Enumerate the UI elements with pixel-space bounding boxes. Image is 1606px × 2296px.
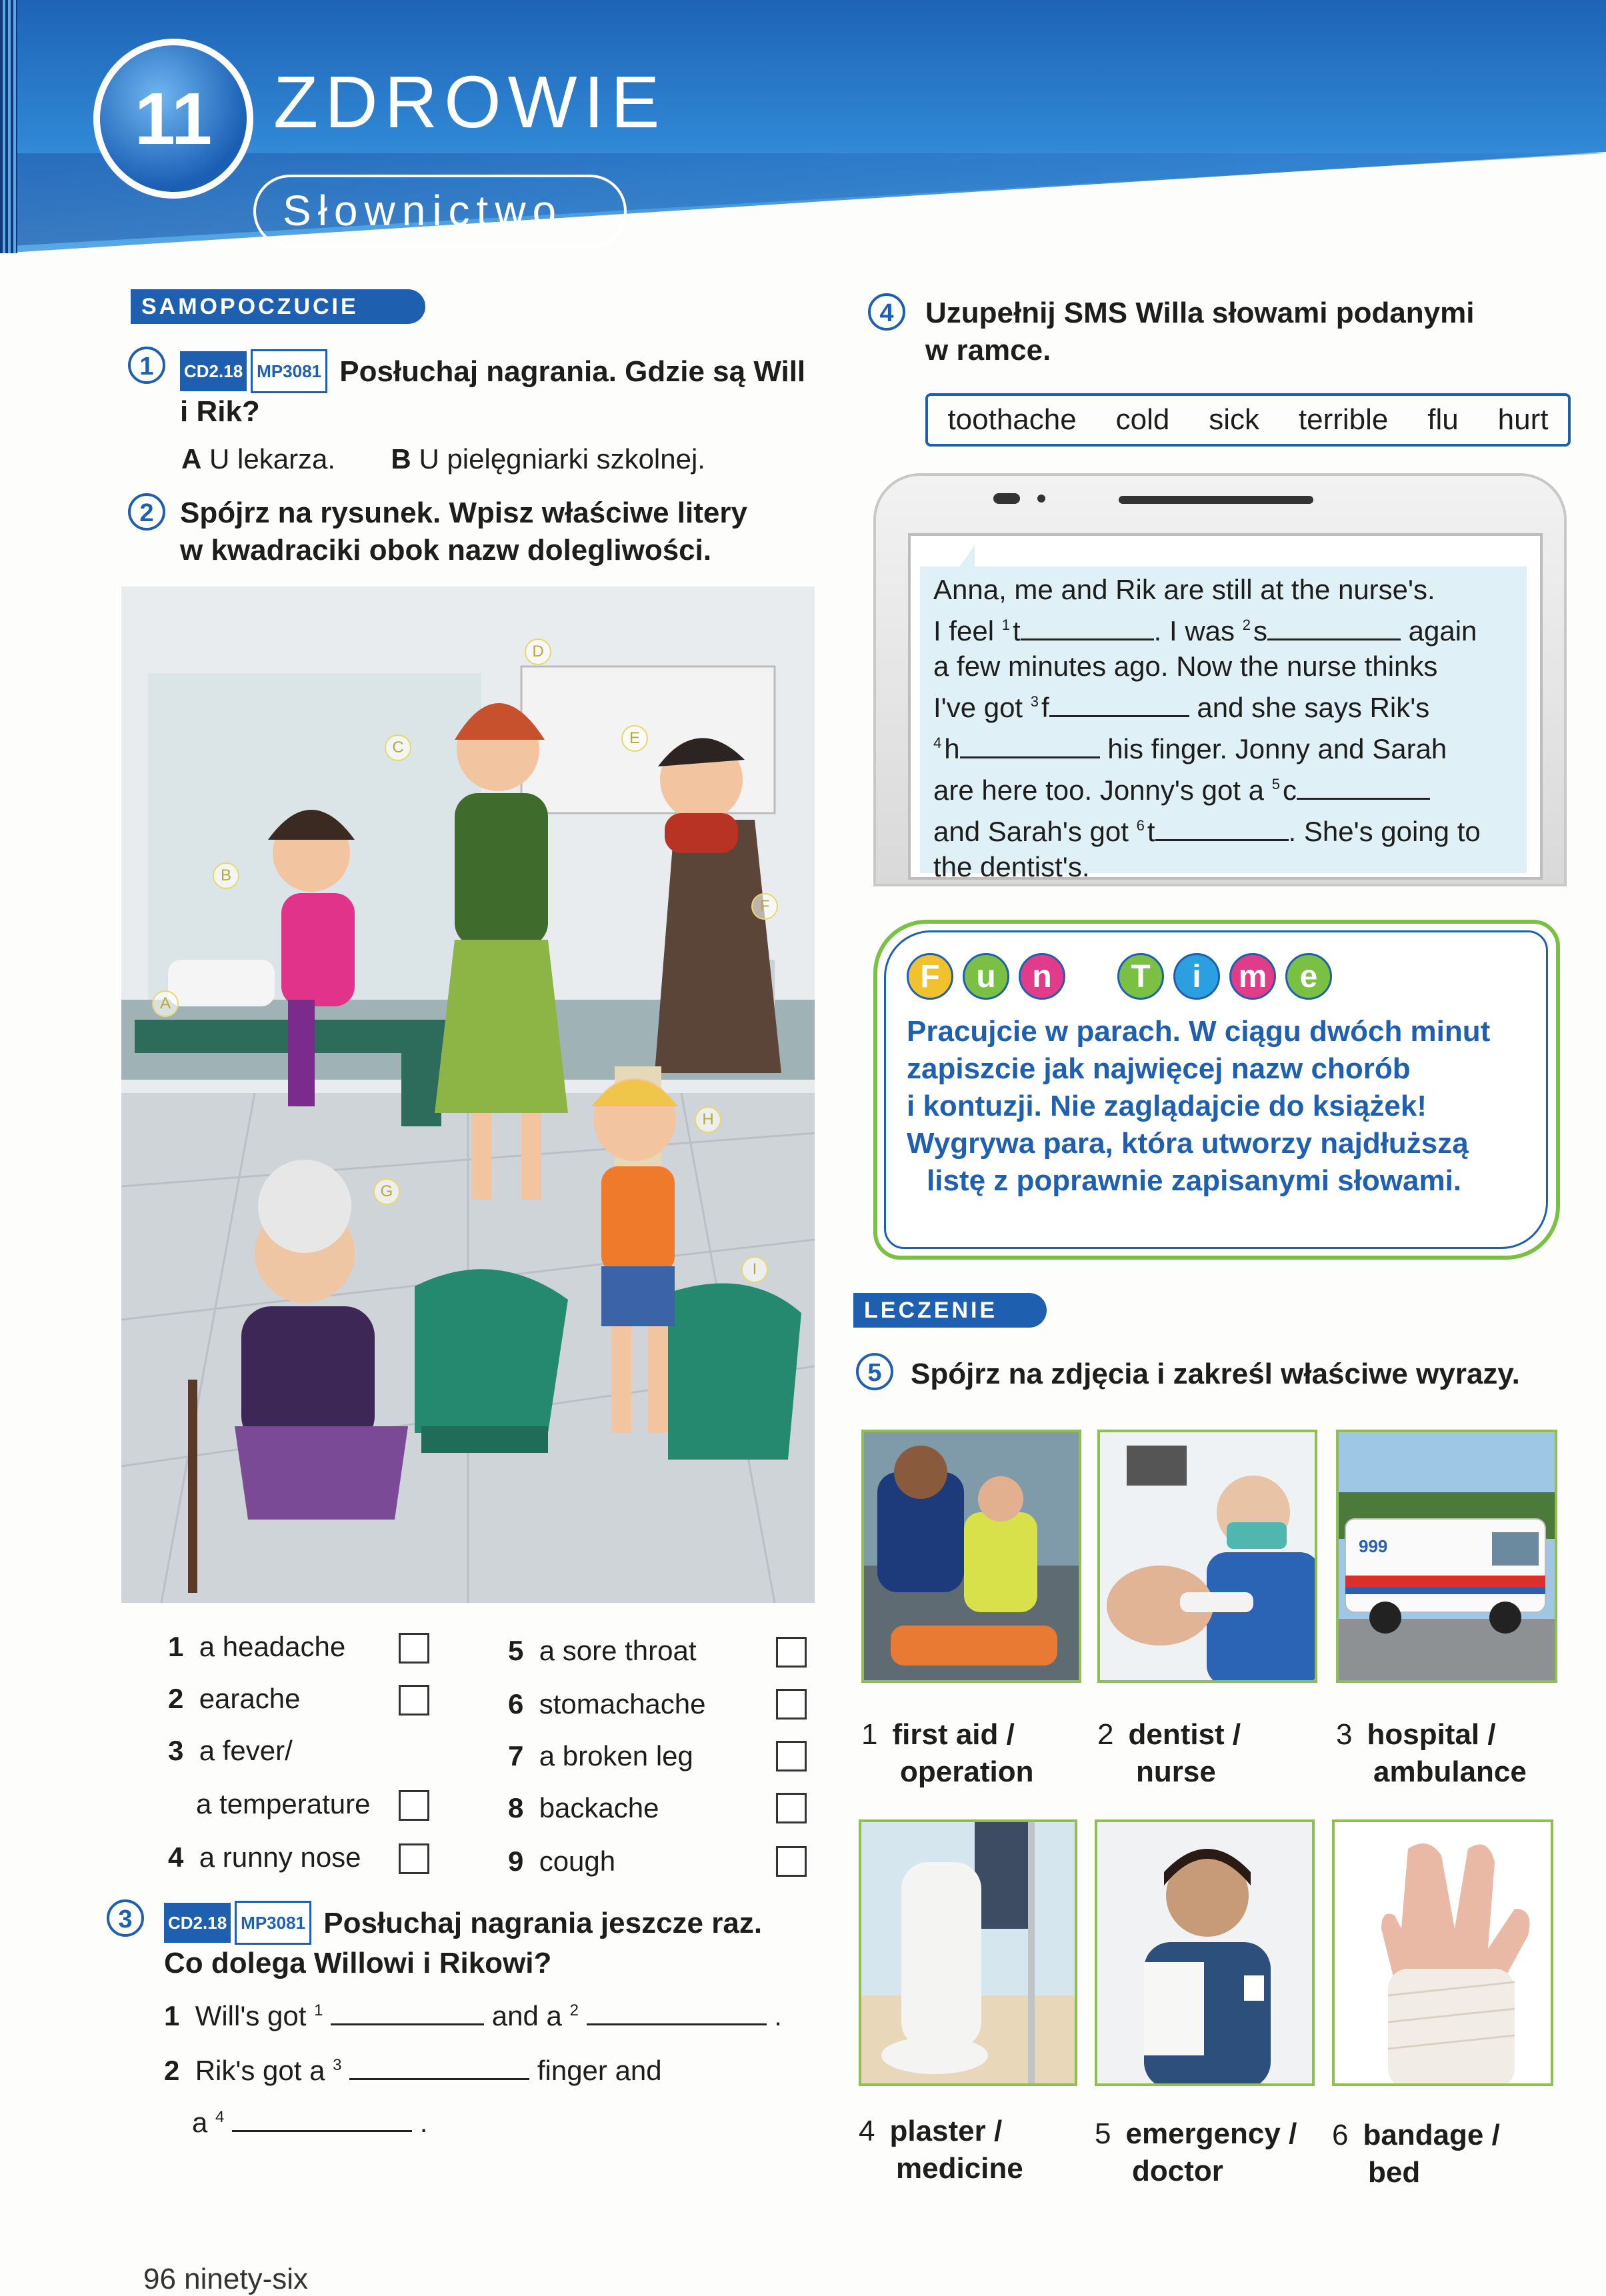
- item-number: 5: [508, 1635, 524, 1666]
- sms-line: and Sarah's got $^6$t . She's going to: [933, 816, 1481, 847]
- sms-message: [920, 567, 1527, 882]
- mp3-track-label: MP3081: [251, 349, 327, 393]
- gap-number: 4: [215, 2108, 225, 2126]
- item-text: a temperature: [196, 1788, 371, 1819]
- exercise-4-instruction-line1: Uzupełnij SMS Willa słowami podanymi: [925, 297, 1475, 329]
- fun-time-line: Wygrywa para, która utworzy najdłuższą: [907, 1127, 1469, 1160]
- cd-track-label: CD2.18: [164, 1903, 231, 1943]
- ailment-item: [168, 1629, 345, 1665]
- photo-nurse: [1095, 1819, 1315, 2086]
- ailment-item: [508, 1686, 706, 1722]
- item-number: 4: [168, 1841, 184, 1873]
- picture-tag-f: F: [751, 893, 778, 920]
- picture-tag-g: G: [373, 1178, 400, 1205]
- item-number: 3: [168, 1735, 184, 1766]
- section-title: Słownictwo: [253, 175, 627, 248]
- mp3-track-label: MP3081: [235, 1901, 311, 1945]
- photo-caption-2: 2 dentist / nurse: [1097, 1718, 1241, 1788]
- exercise-3-instruction: [164, 1901, 831, 1982]
- answer-checkbox[interactable]: [776, 1741, 807, 1771]
- answer-checkbox[interactable]: [399, 1790, 429, 1821]
- item-number: 9: [508, 1845, 524, 1877]
- exercise-1-number: 1: [128, 347, 165, 384]
- sms-line: are here too. Jonny's got a $^5$c: [933, 766, 1513, 808]
- answer-blank[interactable]: [587, 2023, 767, 2025]
- exercise-4-number: 4: [868, 293, 905, 331]
- picture-tag-i: I: [741, 1256, 768, 1283]
- item-text: a headache: [199, 1631, 346, 1662]
- photo-first-aid: [861, 1430, 1081, 1683]
- fun-time-line: Pracujcie w parach. W ciągu dwóch minut: [907, 1015, 1491, 1048]
- photo-plaster-cast: [859, 1819, 1077, 2086]
- answer-blank[interactable]: [232, 2130, 412, 2132]
- line-text: Will's got: [195, 2000, 307, 2031]
- exercise-3-instruction-line2: Co dolega Willowi i Rikowi?: [164, 1947, 552, 1979]
- picture-tag-c: C: [385, 734, 411, 761]
- exercise-2-instruction-line1: Spójrz na rysunek. Wpisz właściwe litery: [180, 497, 747, 529]
- exercise-1-instruction-line1: Posłuchaj nagrania. Gdzie są Will: [339, 355, 806, 388]
- cd-track-label: CD2.18: [180, 351, 247, 391]
- word-option: sick: [1209, 403, 1259, 436]
- answer-checkbox[interactable]: [776, 1793, 807, 1823]
- exercise-2-number: 2: [128, 493, 165, 531]
- exercise-2-instruction-line2: w kwadraciki obok nazw dolegliwości.: [180, 534, 712, 567]
- exercise-5-number: 5: [856, 1353, 893, 1390]
- phone-sensor-icon: [1037, 495, 1045, 503]
- ailment-item: [168, 1839, 361, 1875]
- exercise-5-instruction: Spójrz na zdjęcia i zakreśl właściwe wyrazy.: [911, 1358, 1520, 1390]
- word-option: cold: [1115, 403, 1170, 436]
- sms-line: $^4$h his finger. Jonny and Sarah: [933, 733, 1447, 764]
- photo-caption-3: 3 hospital / ambulance: [1336, 1718, 1527, 1788]
- item-text: backache: [539, 1792, 659, 1823]
- item-text: a broken leg: [539, 1740, 693, 1771]
- item-text: earache: [199, 1683, 301, 1714]
- ailment-item: [168, 1681, 300, 1717]
- title-letter: m: [1229, 953, 1276, 1000]
- word-option: hurt: [1497, 403, 1549, 436]
- fun-time-line: listę z poprawnie zapisanymi słowami.: [927, 1164, 1462, 1197]
- ambulance-plate: 999: [1359, 1536, 1388, 1556]
- item-number: 6: [508, 1688, 524, 1720]
- clinic-illustration: [121, 586, 815, 1603]
- photo-caption-1: 1 first aid / operation: [861, 1718, 1034, 1788]
- photo-dentist: [1097, 1430, 1317, 1683]
- line-text: Rik's got a: [195, 2055, 325, 2086]
- photo-caption-4: 4 plaster / medicine: [859, 2115, 1023, 2185]
- line-number: 1: [164, 2000, 180, 2031]
- ailment-item: [196, 1786, 370, 1822]
- header-band: [0, 153, 1606, 247]
- line-text: and a: [491, 2000, 562, 2031]
- sms-line: a few minutes ago. Now the nurse thinks: [933, 650, 1438, 682]
- answer-blank[interactable]: [960, 756, 1100, 758]
- picture-tag-d: D: [525, 638, 551, 665]
- answer-blank[interactable]: [1267, 638, 1401, 640]
- gap-number: 1: [314, 2001, 323, 2019]
- photo-bandage: [1332, 1819, 1553, 2086]
- word-option: toothache: [947, 403, 1077, 436]
- exercise-3-number: 3: [107, 1899, 144, 1937]
- phone-camera-icon: [993, 493, 1020, 504]
- exercise-3-line-3: a $^4$ .: [192, 2107, 428, 2138]
- exercise-4-instruction: [925, 295, 1579, 369]
- fun-time-title: [907, 953, 1332, 1000]
- item-number: 2: [168, 1683, 184, 1714]
- exercise-1-options: [181, 441, 705, 477]
- item-text: stomachache: [539, 1688, 706, 1720]
- picture-tag-h: H: [695, 1106, 721, 1133]
- margin-stripes: [0, 0, 17, 253]
- exercise-3-line-1: 1 Will's got $^1$ and a $^2$ .: [164, 2000, 782, 2031]
- answer-blank[interactable]: [1297, 798, 1430, 800]
- answer-checkbox[interactable]: [776, 1689, 807, 1720]
- option-a-letter: A: [181, 443, 202, 475]
- sms-line: I've got $^3$f and she says Rik's: [933, 692, 1430, 723]
- ailment-item: [508, 1790, 659, 1826]
- answer-checkbox[interactable]: [399, 1843, 429, 1874]
- word-option: terrible: [1298, 403, 1389, 436]
- photo-caption-6: 6 bandage / bed: [1332, 2119, 1500, 2189]
- phone-speaker-icon: [1119, 496, 1313, 504]
- ailment-item: [508, 1738, 693, 1774]
- word-option: flu: [1427, 403, 1459, 436]
- item-text: a sore throat: [539, 1635, 697, 1666]
- fun-time-line: i kontuzji. Nie zaglądajcie do książek!: [907, 1090, 1427, 1122]
- line-text: a: [192, 2107, 208, 2138]
- title-letter: n: [1019, 953, 1065, 1000]
- exercise-2-instruction: [180, 495, 820, 569]
- item-number: 8: [508, 1792, 524, 1823]
- answer-blank[interactable]: [1049, 715, 1189, 717]
- title-letter: e: [1285, 953, 1332, 1000]
- unit-number-badge: 11: [93, 39, 253, 199]
- speech-bubble-tail-icon: [959, 545, 975, 568]
- answer-blank[interactable]: [1155, 839, 1289, 841]
- picture-tag-b: B: [213, 862, 239, 889]
- word-box: [925, 393, 1571, 447]
- exercise-1-instruction-line2: i Rik?: [180, 395, 260, 428]
- exercise-3-line-2: [164, 2047, 662, 2089]
- ailment-item: [168, 1733, 293, 1769]
- title-letter: F: [907, 953, 953, 1000]
- ailment-item: [508, 1843, 615, 1879]
- section-label-leczenie: LECZENIE: [853, 1293, 1047, 1328]
- photo-ambulance: [1336, 1430, 1557, 1683]
- item-text: cough: [539, 1845, 616, 1877]
- item-number: 7: [508, 1740, 524, 1771]
- answer-blank[interactable]: [331, 2023, 484, 2025]
- line-number: 2: [164, 2055, 180, 2086]
- answer-blank[interactable]: [1021, 638, 1154, 640]
- answer-blank[interactable]: [349, 2078, 529, 2080]
- line-text: finger and: [537, 2055, 662, 2086]
- exercise-1-instruction: [180, 349, 820, 431]
- fun-time-text: [907, 1013, 1527, 1200]
- picture-tag-a: A: [152, 990, 179, 1017]
- sms-line: I feel $^1$t . I was $^2$s again: [933, 615, 1477, 646]
- fun-time-line: zapiszcie jak najwięcej nazw chorób: [907, 1052, 1411, 1085]
- item-text: a fever/: [199, 1735, 293, 1766]
- item-text: a runny nose: [199, 1841, 361, 1873]
- waiting-room-drawing: [121, 586, 815, 1603]
- exercise-3-instruction-line1: Posłuchaj nagrania jeszcze raz.: [323, 1907, 763, 1939]
- unit-title: ZDROWIE: [273, 61, 667, 143]
- gap-number: 2: [569, 2001, 579, 2019]
- title-letter: i: [1173, 953, 1220, 1000]
- section-label-samopoczucie: SAMOPOCZUCIE: [131, 289, 425, 324]
- title-letter: u: [963, 953, 1009, 1000]
- item-number: 1: [168, 1631, 184, 1662]
- title-letter: T: [1117, 953, 1164, 1000]
- gap-number: 3: [333, 2056, 342, 2074]
- answer-checkbox[interactable]: [399, 1633, 429, 1664]
- ailment-item: [508, 1633, 697, 1669]
- sms-line: Anna, me and Rik are still at the nurse's.: [933, 574, 1435, 605]
- answer-checkbox[interactable]: [399, 1685, 429, 1716]
- answer-checkbox[interactable]: [776, 1846, 807, 1877]
- sms-line: the dentist's.: [933, 851, 1090, 882]
- answer-checkbox[interactable]: [776, 1637, 807, 1668]
- option-a-text: U lekarza.: [209, 443, 336, 475]
- page-number: 96 ninety-six: [143, 2263, 309, 2295]
- photo-caption-5: 5 emergency / doctor: [1095, 2117, 1297, 2187]
- option-b-text: U pielęgniarki szkolnej.: [419, 443, 705, 475]
- exercise-4-instruction-line2: w ramce.: [925, 334, 1051, 367]
- picture-tag-e: E: [621, 725, 648, 752]
- option-b-letter: B: [391, 443, 411, 475]
